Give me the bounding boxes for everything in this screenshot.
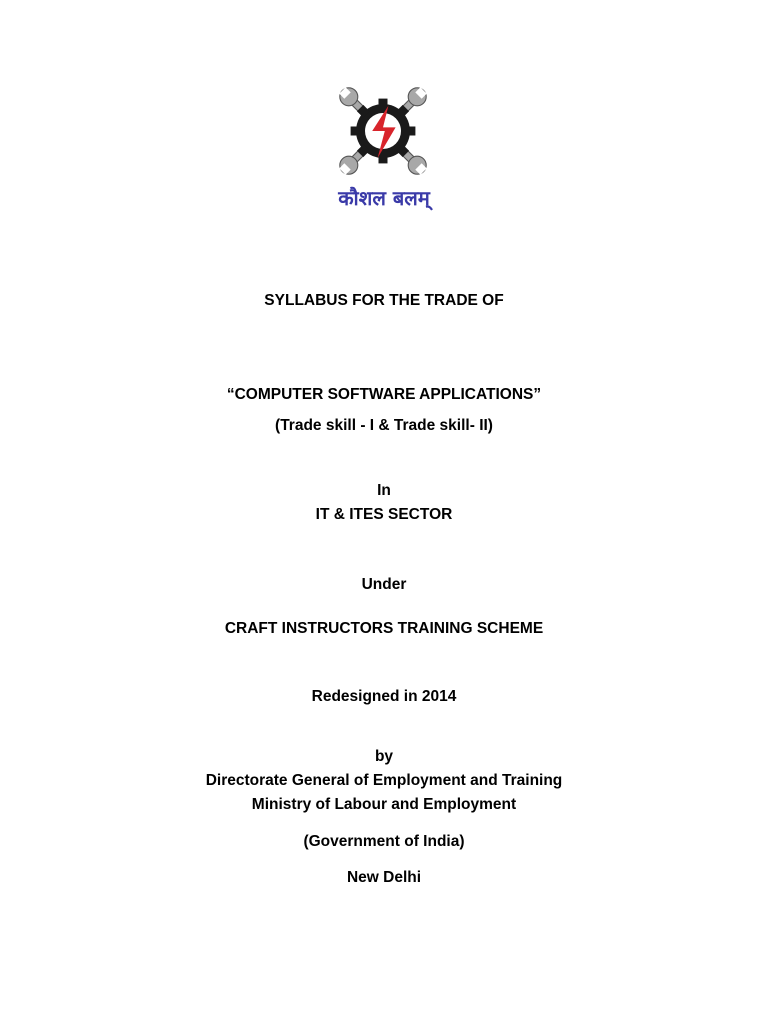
motto-text: कौशल बलम् — [338, 186, 430, 210]
scheme-name: CRAFT INSTRUCTORS TRAINING SCHEME — [224, 620, 544, 637]
under-label: Under — [361, 576, 407, 593]
redesigned-year: Redesigned in 2014 — [311, 688, 457, 705]
ministry-name: Ministry of Labour and Employment — [251, 796, 517, 813]
city-name: New Delhi — [346, 869, 422, 886]
trade-name: “COMPUTER SOFTWARE APPLICATIONS” — [226, 386, 542, 403]
syllabus-heading: SYLLABUS FOR THE TRADE OF — [264, 292, 504, 309]
motto-logotype — [318, 184, 450, 212]
dget-emblem-logo — [338, 86, 428, 176]
trade-skills: (Trade skill - I & Trade skill- II) — [275, 417, 493, 434]
government-label: (Government of India) — [303, 833, 465, 850]
sector-name: IT & ITES SECTOR — [315, 506, 453, 523]
by-label: by — [374, 748, 394, 765]
in-label: In — [377, 482, 391, 499]
directorate-name: Directorate General of Employment and Training — [205, 772, 563, 789]
